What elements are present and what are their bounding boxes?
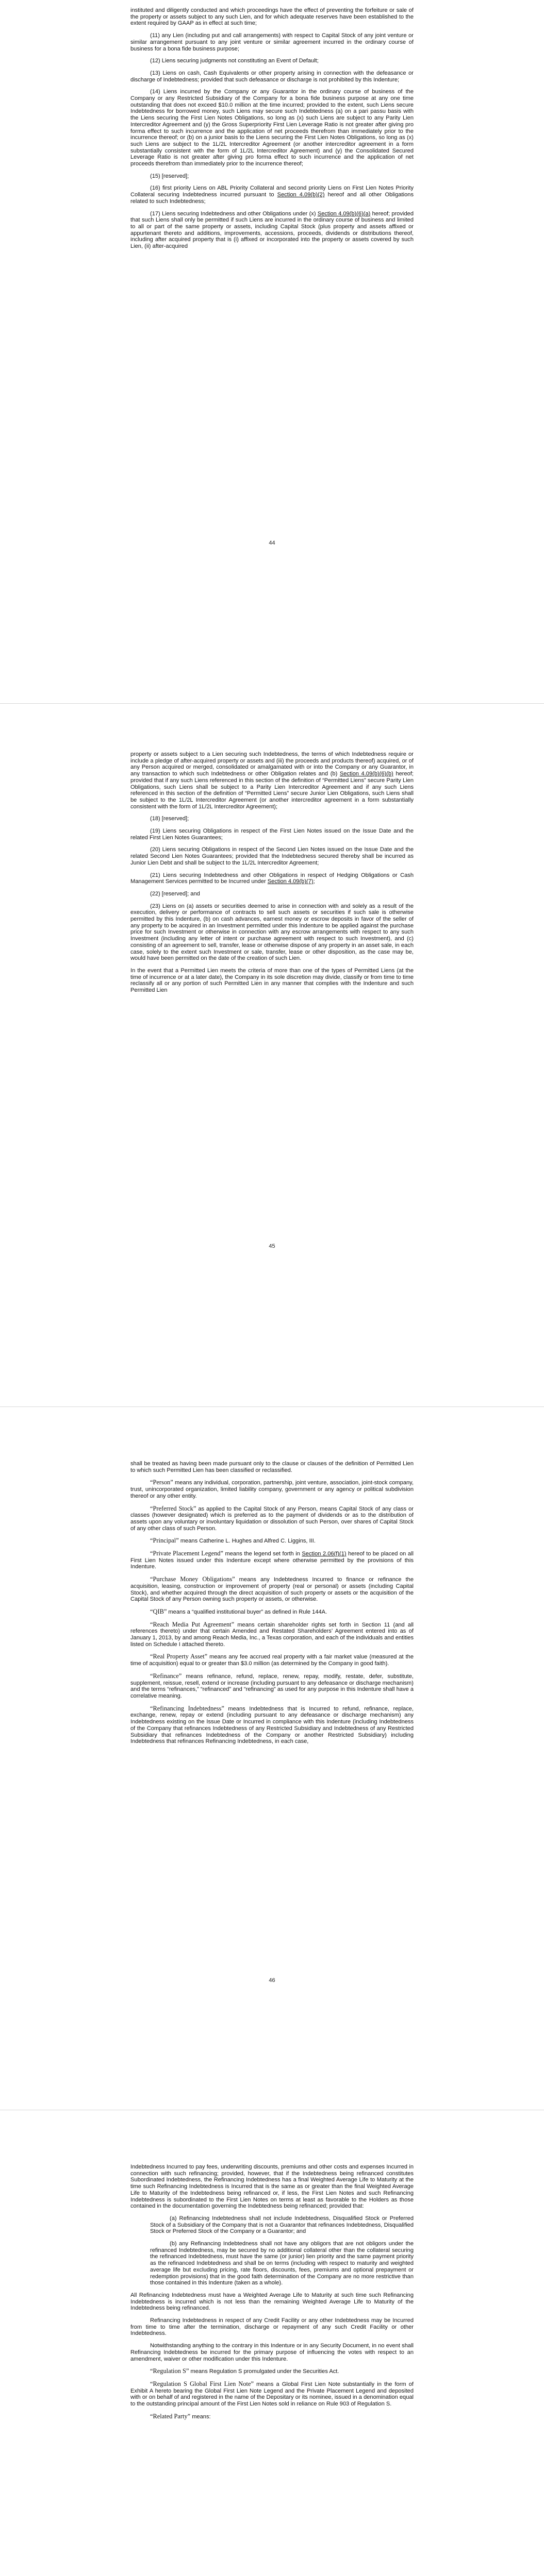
paragraph: [130, 968, 414, 994]
paragraph-text: means refinance, refund, replace, renew, repay, modify, restate, defer, substitute, supplement, reissue, resell, extend or increase (including pursuant to any defeasance or discharge mechanism) and the terms “refinances,” “refinanced” and “refinancing” as used for any purpose in this Indenture shall have a correlative meaning.: [130, 1673, 414, 1699]
paragraph-text: (22) [reserved]; and: [150, 890, 200, 897]
paragraph: [130, 751, 414, 810]
paragraph-text: (17) Liens securing Indebtedness and other Obligations under (x) Section 4.09(b)(6)(a) hereof; provided that such Liens shall only be permitted if such Liens are incurred in the ordinary course of business and limited to all or part of the same property or assets, including Capital Stock (plus property and assets affixed or appurtenant thereto and additions, improvements, accessions, proceeds, dividends or distributions thereof, including after acquired property that is (i) affixed or incorporated into the property or assets covered by such Lien, (ii) after-acquired: [130, 210, 414, 250]
paragraph-text: (18) [reserved];: [150, 816, 189, 822]
definition-paragraph: [130, 1550, 414, 1570]
document-page: [0, 1406, 544, 2110]
section-reference-link[interactable]: Section 4.09(b)(2): [277, 192, 325, 198]
definition-paragraph: [130, 1705, 414, 1745]
paragraph-text: (14) Liens incurred by the Company or any Guarantor in the ordinary course of business of the Company or any Restricted Subsidiary of the Company for a bona fide business purpose at any one time outstanding that does not exceed $10.0 million at the time incurred; provided to the extent, such Liens secure Indebtedness for borrowed money, such Liens may secure such Indebtedness (a) on a pari passu basis with the Liens securing the First Lien Notes Obligations, so long as (x) such Liens are subject to any Parity Lien Intercreditor Agreement and (y) the Gross Superpriority First Lien Leverage Ratio is not greater after giving pro forma effect to such incurrence and the application of net proceeds therefrom than immediately prior to the incurrence thereof; or (b) on a junior basis to the Liens securing the First Lien Notes Obligations, so long as (x) such Liens are subject to the 1L/2L Intercreditor Agreement (or another intercreditor agreement in a form substantially consistent with the form of 1L/2L Intercreditor Agreement) and (y) the Consolidated Secured Leverage Ratio is not greater after giving pro forma effect to such incurrence and the application of net proceeds therefrom than immediately prior to the incurrence thereof;: [130, 89, 414, 167]
page-number: 45: [269, 1243, 275, 1249]
paragraph: [130, 872, 414, 885]
section-reference-link[interactable]: Section 4.09(b)(7): [267, 878, 314, 885]
paragraph: [130, 70, 414, 83]
paragraph: [130, 58, 414, 64]
paragraph: [130, 32, 414, 52]
defined-term: “Purchase Money Obligations”: [150, 1575, 235, 1583]
paragraph-text: All Refinancing Indebtedness must have a Weighted Average Life to Maturity at such time such Refinancing Indebtedness is incurred which is not less than the remaining Weighted Average Life to Maturity of the Indebtedness being refinanced.: [130, 2292, 414, 2312]
paragraph: [130, 211, 414, 250]
definition-paragraph: [130, 2413, 414, 2420]
paragraph-text: means the legend set forth in Section 2.06(f)(1) hereof to be placed on all First Lien Notes issued under this Indenture except where otherwise permitted by the provisions of this Indenture.: [130, 1551, 414, 1570]
paragraph: [130, 2292, 414, 2312]
paragraph: [130, 828, 414, 841]
paragraph-text: means any individual, corporation, partnership, joint venture, association, joint-stock company, trust, unincorporated organization, limited liability company, government or any agency or political subdivision thereof or any other entity.: [130, 1480, 414, 1499]
definition-paragraph: [130, 1576, 414, 1603]
document-page: [0, 703, 544, 1406]
paragraph-text: means Indebtedness that is Incurred to refund, refinance, replace, exchange, renew, repay or extend (including pursuant to any defeasance or discharge mechanism) any Indebtedness existing on the Issue Date or Incurred in compliance with this Indenture (including Indebtedness of the Company that refinances Indebtedness of any Restricted Subsidiary and Indebtedness of any Restricted Subsidiary that refinances Indebtedness of the Company or another Restricted Subsidiary) including Indebtedness that refinances Refinancing Indebtedness, in each case,: [130, 1705, 414, 1745]
defined-term: “Preferred Stock”: [150, 1504, 196, 1512]
paragraph-text: property or assets subject to a Lien securing such Indebtedness, the terms of which Indebtedness require or include a pledge of after-acquired property or assets and (iii) the proceeds and products thereof) acquired, or of any Person acquired or merged, consolidated or amalgamated with or into the Company or any Guarantor, in any transaction to which such Indebtedness or other Obligation relates and (b) Section 4.09(b)(6)(b) hereof; provided that if any such Liens referenced in this section of the definition of “Permitted Liens” secure Parity Lien Obligations, such Liens shall be subject to a Parity Lien Intercreditor Agreement and if any such Liens referenced in this section of the definition of “Permitted Liens” secure Junior Lien Obligations, such Liens shall be subject to the 1L/2L Intercreditor Agreement (or another intercreditor agreement in a form substantially consistent with the form of 1L/2L Intercreditor Agreement);: [130, 751, 414, 810]
paragraph-text: Notwithstanding anything to the contrary in this Indenture or in any Security Document, in no event shall Refinancing Indebtedness be incurred for the primary purpose of influencing the votes with respect to an amendment, waiver or other modification under this Indenture.: [130, 2343, 414, 2362]
paragraph: [130, 903, 414, 962]
page-number: 44: [269, 540, 275, 546]
defined-term: “Regulation S”: [150, 2367, 189, 2375]
paragraph: [130, 173, 414, 180]
defined-term: “Refinancing Indebtedness”: [150, 1704, 224, 1712]
page-body: [130, 1461, 414, 1745]
paragraph-text: (15) [reserved];: [150, 173, 189, 179]
paragraph-text: instituted and diligently conducted and which proceedings have the effect of preventing the forfeiture or sale of the property or assets subject to any such Lien, and for which adequate reserves have been established to the extent required by GAAP as in effect at such time;: [130, 7, 414, 27]
section-reference-link[interactable]: Section 4.09(b)(6)(b): [339, 771, 393, 777]
paragraph-text: means Catherine L. Hughes and Alfred C. Liggins, III.: [178, 1538, 316, 1545]
definition-paragraph: [130, 1621, 414, 1648]
paragraph-text: means certain shareholder rights set forth in Section 11 (and all references thereto) under that certain Amended and Restated Shareholders’ Agreement entered into as of January 1, 2013, by and among Reach Media, Inc., a Texas corporation, and each of the individuals and entities listed on Schedule I attached thereto.: [130, 1621, 414, 1648]
document-page: [0, 0, 544, 703]
paragraph: [130, 7, 414, 27]
definition-paragraph: [130, 1505, 414, 1532]
paragraph: [130, 2343, 414, 2362]
paragraph: [130, 2215, 414, 2235]
definition-paragraph: [130, 1653, 414, 1667]
defined-term: “QIB”: [150, 1607, 167, 1615]
paragraph: [130, 2317, 414, 2337]
page-body: [130, 2164, 414, 2420]
defined-term: “Reach Media Put Agreement”: [150, 1620, 235, 1628]
paragraph-text: (a) Refinancing Indebtedness shall not include Indebtedness, Disqualified Stock or Preferred Stock of a Subsidiary of the Company that is not a Guarantor that refinances Indebtedness, Disqualified Stock or Preferred Stock of the Company or a Guarantor; and: [150, 2215, 414, 2235]
paragraph-text: (11) any Lien (including put and call arrangements) with respect to Capital Stock of any joint venture or similar arrangement pursuant to any joint venture or similar agreement incurred in the ordinary course of business for a bona fide business purpose;: [130, 32, 414, 52]
definition-paragraph: [130, 1479, 414, 1499]
paragraph: [130, 846, 414, 866]
paragraph-text: shall be treated as having been made pursuant only to the clause or clauses of the definition of Permitted Lien to which such Permitted Lien has been classified or reclassified.: [130, 1461, 414, 1473]
page-number: 46: [269, 1977, 275, 1984]
definition-paragraph: [130, 2368, 414, 2375]
paragraph-text: as applied to the Capital Stock of any Person, means Capital Stock of any class or classes (however designated) which is preferred as to the payment of dividends or as to the distribution of assets upon any voluntary or involuntary liquidation or dissolution of such Person, over shares of Capital Stock of any other class of such Person.: [130, 1505, 414, 1532]
page-body: [130, 751, 414, 994]
defined-term: “Real Property Asset”: [150, 1653, 208, 1660]
paragraph-text: means a Global First Lien Note substantially in the form of Exhibit A hereto bearing the Global First Lien Note Legend and the Private Placement Legend and deposited with or on behalf of and registered in the name of the Depositary or its nominee, issued in a denomination equal to the outstanding principal amount of the First Lien Notes sold in reliance on Rule 903 of Regulation S.: [130, 2381, 414, 2408]
defined-term: “Principal”: [150, 1537, 179, 1545]
paragraph-text: Refinancing Indebtedness in respect of any Credit Facility or any other Indebtedness may be Incurred from time to time after the termination, discharge or repayment of any such Credit Facility or other Indebtedness.: [130, 2317, 414, 2337]
document-page: [0, 2110, 544, 2576]
paragraph-text: means a “qualified institutional buyer” as defined in Rule 144A.: [167, 1608, 327, 1615]
defined-term: “Refinance”: [150, 1672, 182, 1680]
paragraph-text: In the event that a Permitted Lien meets the criteria of more than one of the types of Permitted Liens (at the time of incurrence or at a later date), the Company in its sole discretion may divide, classify or from time to time reclassify all or any portion of such Permitted Lien in any manner that complies with the Indenture and such Permitted Lien: [130, 967, 414, 994]
paragraph-text: (b) any Refinancing Indebtedness shall not have any obligors that are not obligors under the refinanced Indebtedness, may be secured by no additional collateral other than the collateral securing the refinanced Indebtedness, must have the same (or junior) lien priority and the same payment priority as the refinanced Indebtedness and shall be on terms (including with respect to maturity and weighted average life but excluding pricing, rate floors, discounts, fees, premiums and optional prepayment or redemption provisions) that in the good faith determination of the Company are no more restrictive than those contained in this Indenture (taken as a whole).: [150, 2241, 414, 2286]
paragraph-text: means any Indebtedness Incurred to finance or refinance the acquisition, leasing, construction or improvement of property (real or personal) or assets (including Capital Stock), and whether acquired through the direct acquisition of such property or assets or the acquisition of the Capital Stock of any Person owning such property or assets, or otherwise.: [130, 1577, 414, 1603]
paragraph: [130, 1461, 414, 1473]
paragraph-text: means any fee accrued real property with a fair market value (measured at the time of acquisition) equal to or greater than $3.0 million (as determined by the Company in good faith).: [130, 1654, 414, 1667]
defined-term: “Private Placement Legend”: [150, 1550, 223, 1557]
paragraph-text: (13) Liens on cash, Cash Equivalents or other property arising in connection with the defeasance or discharge of Indebtedness; provided that such defeasance or discharge is not prohibited by this Indenture;: [130, 70, 414, 83]
paragraph-text: means:: [190, 2413, 211, 2420]
paragraph: [130, 816, 414, 822]
paragraph: [130, 891, 414, 897]
paragraph-text: (12) Liens securing judgments not constituting an Event of Default;: [150, 58, 319, 64]
paragraph-text: (19) Liens securing Obligations in respect of the First Lien Notes issued on the Issue Date and the related First Lien Notes Guarantees;: [130, 828, 414, 841]
definition-paragraph: [130, 2381, 414, 2408]
paragraph-text: (20) Liens securing Obligations in respect of the Second Lien Notes issued on the Issue Date and the related Second Lien Notes Guarantees; provided that the Indebtedness secured thereby shall be incurred as Junior Lien Debt and shall be subject to the 1L/2L Intercreditor Agreement;: [130, 846, 414, 866]
defined-term: “Person”: [150, 1479, 173, 1486]
paragraph: [130, 185, 414, 205]
definition-paragraph: [130, 1608, 414, 1616]
paragraph-text: (16) first priority Liens on ABL Priority Collateral and second priority Liens on First Lien Notes Priority Collateral securing Indebtedness incurred pursuant to Section 4.09(b)(2) hereof and all other Obligations related to such Indebtedness;: [130, 185, 414, 205]
defined-term: “Regulation S Global First Lien Note”: [150, 2380, 254, 2387]
paragraph: [130, 2241, 414, 2286]
defined-term: “Related Party”: [150, 2412, 191, 2420]
page-body: [130, 7, 414, 250]
definition-paragraph: [130, 1673, 414, 1700]
paragraph-text: (21) Liens securing Indebtedness and other Obligations in respect of Hedging Obligations or Cash Management Services permitted to be Incurred under Section 4.09(b)(7);: [130, 872, 414, 885]
paragraph-text: means Regulation S promulgated under the Securities Act.: [189, 2368, 339, 2375]
paragraph-text: Indebtedness Incurred to pay fees, underwriting discounts, premiums and other costs and expenses Incurred in connection with such refinancing; provided, however, that if the Indebtedness being refinanced constitutes Subordinated Indebtedness, the Refinancing Indebtedness has a final Weighted Average Life to Maturity at the time such Refinancing Indebtedness is Incurred that is the same as or greater than the final Weighted Average Life to Maturity of the Indebtedness being refinanced or, if less, the First Lien Notes and such Refinancing Indebtedness is subordinated to the First Lien Notes on terms at least as favorable to the Holders as those contained in the documentation governing the Indebtedness being refinanced; provided that:: [130, 2164, 414, 2210]
paragraph: [130, 89, 414, 167]
paragraph-text: (23) Liens on (a) assets or securities deemed to arise in connection with and solely as a result of the execution, delivery or performance of contracts to sell such assets or securities if such sale is otherwise permitted by this Indenture, (b) on cash advances, earnest money or escrow deposits in favor of the seller of any property to be acquired in an Investment permitted under this Indenture to be applied against the purchase price for such Investment or otherwise in connection with any escrow arrangements with respect to any such Investment (including any letter of intent or purchase agreement with respect to such Investment), and (c) consisting of an agreement to sell, transfer, lease or otherwise dispose of any property in an asset sale, in each case, solely to the extent such Investment or sale, transfer, lease or other disposition, as the case may be, would have been permitted on the date of the creation of such Lien.: [130, 903, 414, 962]
section-reference-link[interactable]: Section 2.06(f)(1): [302, 1551, 347, 1557]
definition-paragraph: [130, 1537, 414, 1545]
paragraph: [130, 2164, 414, 2210]
section-reference-link[interactable]: Section 4.09(b)(6)(a): [317, 210, 371, 217]
